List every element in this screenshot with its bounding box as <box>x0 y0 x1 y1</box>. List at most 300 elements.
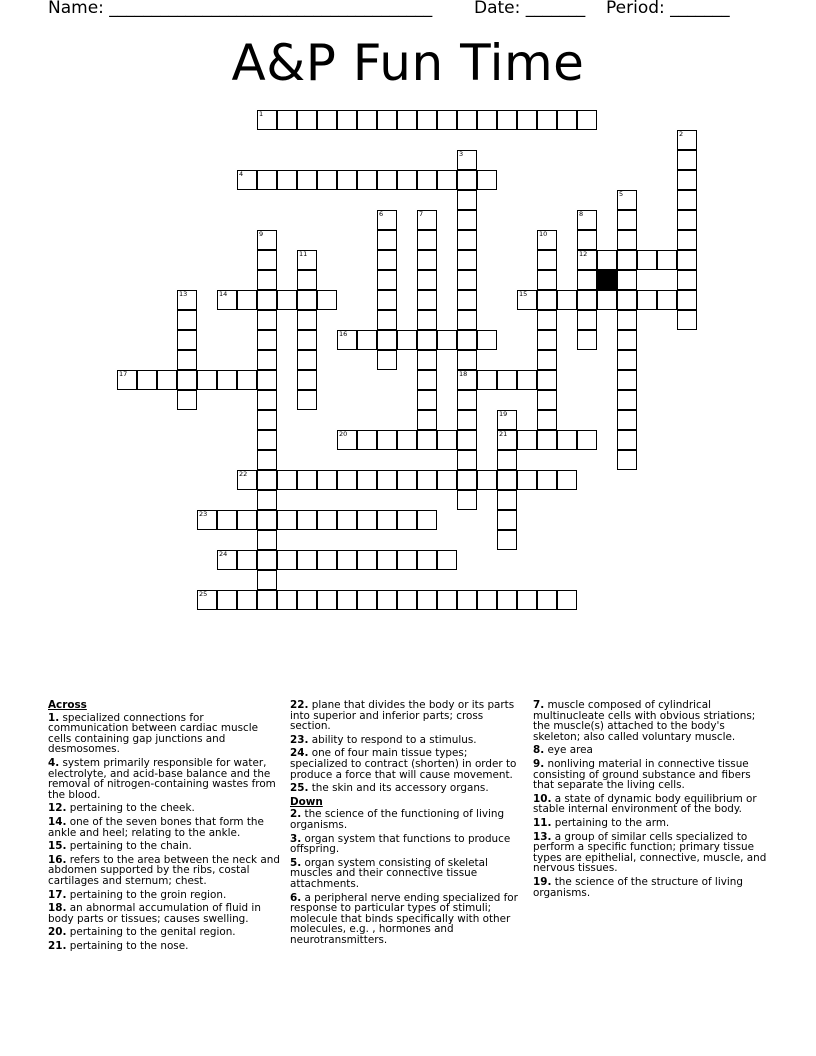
clue-text: a group of similar cells specialized to perform a specific function; primary tissue types are epithelial, connective, muscle, and nervous tissues. <box>533 830 767 875</box>
crossword-cell[interactable] <box>377 290 397 310</box>
crossword-cell[interactable] <box>297 350 317 370</box>
crossword-cell[interactable] <box>517 430 537 450</box>
crossword-cell[interactable] <box>457 430 477 450</box>
crossword-cell[interactable] <box>237 590 257 610</box>
clue-number: 8. <box>533 744 545 757</box>
clue-number: 17. <box>48 888 67 901</box>
crossword-cell[interactable] <box>497 590 517 610</box>
crossword-cell[interactable] <box>477 370 497 390</box>
crossword-cell[interactable] <box>457 450 477 470</box>
crossword-cell[interactable] <box>637 290 657 310</box>
crossword-cell[interactable] <box>177 310 197 330</box>
crossword-cell[interactable] <box>517 470 537 490</box>
crossword-cell[interactable] <box>597 290 617 310</box>
crossword-cell[interactable] <box>457 210 477 230</box>
crossword-cell[interactable] <box>377 330 397 350</box>
clue-item <box>48 713 280 755</box>
crossword-cell[interactable] <box>537 230 557 250</box>
crossword-cell[interactable] <box>297 270 317 290</box>
clue-item <box>48 817 280 838</box>
crossword-cell[interactable] <box>397 430 417 450</box>
clue-number-label: 16 <box>339 330 348 338</box>
crossword-cell[interactable] <box>257 290 277 310</box>
crossword-cell[interactable] <box>337 430 357 450</box>
crossword-cell[interactable] <box>577 330 597 350</box>
crossword-cell[interactable] <box>537 370 557 390</box>
crossword-cell[interactable] <box>217 510 237 530</box>
crossword-cell[interactable] <box>237 550 257 570</box>
crossword-cell[interactable] <box>517 290 537 310</box>
crossword-cell[interactable] <box>417 510 437 530</box>
crossword-cell[interactable] <box>377 170 397 190</box>
crossword-cell[interactable] <box>397 170 417 190</box>
crossword-cell[interactable] <box>397 550 417 570</box>
crossword-cell[interactable] <box>417 270 437 290</box>
crossword-cell[interactable] <box>397 330 417 350</box>
clue-number: 6. <box>290 891 302 904</box>
crossword-cell[interactable] <box>297 370 317 390</box>
crossword-cell[interactable] <box>177 350 197 370</box>
crossword-cell[interactable] <box>557 290 577 310</box>
crossword-cell[interactable] <box>437 430 457 450</box>
crossword-cell[interactable] <box>677 270 697 290</box>
crossword-cell[interactable] <box>457 490 477 510</box>
crossword-cell[interactable] <box>477 330 497 350</box>
clue-number-label: 10 <box>539 230 548 238</box>
clue-text: organ system that functions to produce offspring. <box>290 832 511 856</box>
crossword-cell[interactable] <box>377 210 397 230</box>
clue-number: 23. <box>290 733 309 746</box>
crossword-cell[interactable] <box>357 470 377 490</box>
crossword-cell[interactable] <box>377 310 397 330</box>
crossword-cell[interactable] <box>417 390 437 410</box>
crossword-cell[interactable] <box>357 170 377 190</box>
crossword-cell[interactable] <box>257 550 277 570</box>
crossword-cell[interactable] <box>417 350 437 370</box>
crossword-cell[interactable] <box>257 470 277 490</box>
crossword-cell[interactable] <box>377 250 397 270</box>
crossword-cell[interactable] <box>437 170 457 190</box>
crossword-cell[interactable] <box>197 370 217 390</box>
crossword-cell[interactable] <box>497 530 517 550</box>
crossword-cell[interactable] <box>497 410 517 430</box>
crossword-cell[interactable] <box>357 550 377 570</box>
crossword-cell[interactable] <box>677 130 697 150</box>
crossword-cell[interactable] <box>617 230 637 250</box>
crossword-cell[interactable] <box>317 510 337 530</box>
page-title: A&P Fun Time <box>231 34 585 92</box>
crossword-cell[interactable] <box>677 230 697 250</box>
crossword-cell[interactable] <box>617 190 637 210</box>
crossword-cell[interactable] <box>537 290 557 310</box>
crossword-cell[interactable] <box>377 350 397 370</box>
clues-column-1 <box>48 700 280 954</box>
crossword-cell[interactable] <box>417 550 437 570</box>
clue-number-label: 12 <box>579 250 588 258</box>
crossword-cell[interactable] <box>417 370 437 390</box>
crossword-cell[interactable] <box>617 210 637 230</box>
crossword-cell[interactable] <box>537 390 557 410</box>
clue-number-label: 2 <box>679 130 684 138</box>
crossword-cell[interactable] <box>617 290 637 310</box>
clue-number-label: 3 <box>459 150 464 158</box>
clue-text: ability to respond to a stimulus. <box>308 733 477 746</box>
crossword-cell[interactable] <box>257 310 277 330</box>
crossword-cell[interactable] <box>257 250 277 270</box>
crossword-cell[interactable] <box>357 330 377 350</box>
crossword-cell[interactable] <box>537 430 557 450</box>
crossword-cell[interactable] <box>437 110 457 130</box>
clue-text: pertaining to the nose. <box>66 939 189 952</box>
clue-text: one of the seven bones that form the ankle and heel; relating to the ankle. <box>48 815 264 839</box>
crossword-cell[interactable] <box>197 590 217 610</box>
clue-number: 21. <box>48 939 67 952</box>
crossword-cell[interactable] <box>577 310 597 330</box>
crossword-cell[interactable] <box>257 410 277 430</box>
crossword-cell[interactable] <box>277 470 297 490</box>
clue-item <box>533 877 769 898</box>
clue-number: 18. <box>48 902 67 915</box>
crossword-cell[interactable] <box>297 250 317 270</box>
crossword-cell[interactable] <box>257 270 277 290</box>
crossword-cell[interactable] <box>417 330 437 350</box>
clue-text: one of four main tissue types; specialized to contract (shorten) in order to produce a force that will cause movement. <box>290 747 517 781</box>
crossword-cell[interactable] <box>177 370 197 390</box>
crossword-cell[interactable] <box>477 590 497 610</box>
crossword-cell[interactable] <box>677 210 697 230</box>
crossword-cell[interactable] <box>357 510 377 530</box>
clue-number-label: 9 <box>259 230 264 238</box>
crossword-cell[interactable] <box>457 410 477 430</box>
crossword-cell[interactable] <box>337 470 357 490</box>
crossword-cell[interactable] <box>297 330 317 350</box>
crossword-cell[interactable] <box>537 330 557 350</box>
crossword-cell[interactable] <box>677 170 697 190</box>
crossword-cell[interactable] <box>657 290 677 310</box>
clue-number-label: 21 <box>499 430 508 438</box>
crossword-cell[interactable] <box>577 110 597 130</box>
crossword-cell[interactable] <box>317 470 337 490</box>
crossword-cell[interactable] <box>257 450 277 470</box>
crossword-cell[interactable] <box>377 470 397 490</box>
crossword-cell[interactable] <box>157 370 177 390</box>
crossword-cell[interactable] <box>497 450 517 470</box>
crossword-cell[interactable] <box>297 550 317 570</box>
crossword-cell[interactable] <box>577 290 597 310</box>
crossword-cell[interactable] <box>357 590 377 610</box>
crossword-cell[interactable] <box>457 330 477 350</box>
crossword-cell[interactable] <box>537 270 557 290</box>
clue-item <box>533 700 769 742</box>
crossword-cell[interactable] <box>297 390 317 410</box>
crossword-cell[interactable] <box>377 230 397 250</box>
crossword-cell[interactable] <box>237 510 257 530</box>
crossword-cell[interactable] <box>557 470 577 490</box>
name-field[interactable]: Name: ______________________________________ <box>48 0 433 18</box>
clue-number: 24. <box>290 747 309 760</box>
crossword-cell[interactable] <box>377 270 397 290</box>
clue-text: pertaining to the genital region. <box>66 926 236 939</box>
crossword-cell[interactable] <box>177 330 197 350</box>
crossword-cell[interactable] <box>397 110 417 130</box>
crossword-cell[interactable] <box>457 270 477 290</box>
crossword-cell[interactable] <box>337 510 357 530</box>
crossword-cell[interactable] <box>617 450 637 470</box>
crossword-cell[interactable] <box>457 470 477 490</box>
clue-number-label: 6 <box>379 210 384 218</box>
crossword-cell[interactable] <box>557 430 577 450</box>
clue-item <box>48 890 280 901</box>
crossword-cell[interactable] <box>277 550 297 570</box>
crossword-cell[interactable] <box>557 110 577 130</box>
crossword-cell[interactable] <box>497 370 517 390</box>
crossword-cell[interactable] <box>577 270 597 290</box>
crossword-cell[interactable] <box>557 590 577 610</box>
clue-number: 15. <box>48 840 67 853</box>
crossword-cell[interactable] <box>397 510 417 530</box>
crossword-cell[interactable] <box>477 470 497 490</box>
crossword-cell[interactable] <box>337 590 357 610</box>
crossword-cell[interactable] <box>637 250 657 270</box>
crossword-cell[interactable] <box>197 510 217 530</box>
crossword-cell[interactable] <box>337 550 357 570</box>
clue-item <box>48 803 280 814</box>
crossword-cell[interactable] <box>257 570 277 590</box>
crossword-cell[interactable] <box>457 250 477 270</box>
crossword-cell[interactable] <box>497 470 517 490</box>
clue-text: an abnormal accumulation of fluid in body parts or tissues; causes swelling. <box>48 902 261 925</box>
blocked-cell <box>597 270 617 290</box>
crossword-cell[interactable] <box>517 590 537 610</box>
crossword-cell[interactable] <box>617 270 637 290</box>
crossword-cell[interactable] <box>217 550 237 570</box>
crossword-cell[interactable] <box>537 350 557 370</box>
crossword-cell[interactable] <box>617 310 637 330</box>
crossword-cell[interactable] <box>417 590 437 610</box>
clue-text: eye area <box>544 744 593 757</box>
crossword-cell[interactable] <box>317 110 337 130</box>
crossword-cell[interactable] <box>457 170 477 190</box>
crossword-cell[interactable] <box>537 470 557 490</box>
crossword-cell[interactable] <box>297 310 317 330</box>
clue-number: 12. <box>48 802 67 815</box>
clue-item <box>290 809 526 830</box>
clue-item <box>533 759 769 791</box>
crossword-cell[interactable] <box>257 390 277 410</box>
down-heading: Down <box>290 795 323 808</box>
crossword-cell[interactable] <box>577 250 597 270</box>
crossword-cell[interactable] <box>457 110 477 130</box>
crossword-cell[interactable] <box>377 510 397 530</box>
crossword-cell[interactable] <box>397 590 417 610</box>
crossword-cell[interactable] <box>537 410 557 430</box>
clue-number: 20. <box>48 926 67 939</box>
crossword-cell[interactable] <box>297 510 317 530</box>
clue-number-label: 25 <box>199 590 208 598</box>
crossword-cell[interactable] <box>437 590 457 610</box>
clue-number-label: 1 <box>259 110 264 118</box>
crossword-cell[interactable] <box>277 170 297 190</box>
crossword-cell[interactable] <box>617 350 637 370</box>
crossword-cell[interactable] <box>257 430 277 450</box>
crossword-cell[interactable] <box>377 110 397 130</box>
crossword-cell[interactable] <box>617 250 637 270</box>
crossword-cell[interactable] <box>677 190 697 210</box>
crossword-cell[interactable] <box>537 310 557 330</box>
crossword-cell[interactable] <box>677 310 697 330</box>
crossword-cell[interactable] <box>457 150 477 170</box>
crossword-cell[interactable] <box>237 470 257 490</box>
crossword-cell[interactable] <box>497 510 517 530</box>
clue-number: 4. <box>48 756 60 769</box>
crossword-cell[interactable] <box>357 430 377 450</box>
crossword-cell[interactable] <box>297 470 317 490</box>
crossword-cell[interactable] <box>537 590 557 610</box>
crossword-cell[interactable] <box>257 590 277 610</box>
crossword-cell[interactable] <box>257 110 277 130</box>
clue-text: specialized connections for communication between cardiac muscle cells containing gap junctions and desmosomes. <box>48 711 259 756</box>
crossword-cell[interactable] <box>617 330 637 350</box>
crossword-cell[interactable] <box>417 310 437 330</box>
clues-column-2 <box>290 700 526 948</box>
clue-item <box>48 927 280 938</box>
crossword-cell[interactable] <box>597 250 617 270</box>
crossword-cell[interactable] <box>457 350 477 370</box>
period-field[interactable]: Period: _______ <box>606 0 730 18</box>
crossword-cell[interactable] <box>437 470 457 490</box>
crossword-cell[interactable] <box>277 110 297 130</box>
crossword-cell[interactable] <box>417 250 437 270</box>
crossword-cell[interactable] <box>217 370 237 390</box>
crossword-cell[interactable] <box>257 510 277 530</box>
crossword-cell[interactable] <box>417 430 437 450</box>
crossword-cell[interactable] <box>257 330 277 350</box>
crossword-cell[interactable] <box>337 170 357 190</box>
crossword-cell[interactable] <box>257 230 277 250</box>
crossword-cell[interactable] <box>417 470 437 490</box>
crossword-cell[interactable] <box>237 370 257 390</box>
clue-number: 7. <box>533 699 545 711</box>
crossword-cell[interactable] <box>457 310 477 330</box>
crossword-cell[interactable] <box>677 290 697 310</box>
crossword-cell[interactable] <box>417 210 437 230</box>
crossword-cell[interactable] <box>177 290 197 310</box>
crossword-cell[interactable] <box>277 590 297 610</box>
crossword-cell[interactable] <box>477 170 497 190</box>
crossword-cell[interactable] <box>177 390 197 410</box>
crossword-cell[interactable] <box>337 110 357 130</box>
crossword-cell[interactable] <box>297 170 317 190</box>
crossword-cell[interactable] <box>297 290 317 310</box>
crossword-cell[interactable] <box>417 170 437 190</box>
crossword-cell[interactable] <box>517 110 537 130</box>
clue-number-label: 7 <box>419 210 424 218</box>
crossword-cell[interactable] <box>617 370 637 390</box>
crossword-cell[interactable] <box>497 110 517 130</box>
crossword-cell[interactable] <box>317 550 337 570</box>
crossword-cell[interactable] <box>277 510 297 530</box>
crossword-cell[interactable] <box>537 110 557 130</box>
crossword-cell[interactable] <box>337 330 357 350</box>
clue-number: 3. <box>290 832 302 845</box>
crossword-cell[interactable] <box>517 370 537 390</box>
crossword-cell[interactable] <box>377 550 397 570</box>
crossword-cell[interactable] <box>617 410 637 430</box>
clue-number: 19. <box>533 875 552 888</box>
crossword-cell[interactable] <box>217 590 237 610</box>
crossword-cell[interactable] <box>217 290 237 310</box>
crossword-cell[interactable] <box>377 590 397 610</box>
crossword-cell[interactable] <box>117 370 137 390</box>
crossword-cell[interactable] <box>417 290 437 310</box>
crossword-cell[interactable] <box>577 230 597 250</box>
crossword-cell[interactable] <box>257 530 277 550</box>
crossword-cell[interactable] <box>317 290 337 310</box>
crossword-cell[interactable] <box>257 370 277 390</box>
crossword-cell[interactable] <box>617 430 637 450</box>
crossword-cell[interactable] <box>577 430 597 450</box>
crossword-cell[interactable] <box>317 170 337 190</box>
crossword-cell[interactable] <box>457 230 477 250</box>
crossword-cell[interactable] <box>457 590 477 610</box>
clue-text: pertaining to the chain. <box>66 840 192 853</box>
crossword-cell[interactable] <box>297 590 317 610</box>
crossword-cell[interactable] <box>457 190 477 210</box>
crossword-cell[interactable] <box>257 350 277 370</box>
crossword-cell[interactable] <box>677 150 697 170</box>
crossword-cell[interactable] <box>577 210 597 230</box>
crossword-cell[interactable] <box>417 410 437 430</box>
clue-item <box>48 855 280 887</box>
crossword-cell[interactable] <box>457 290 477 310</box>
crossword-cell[interactable] <box>137 370 157 390</box>
crossword-cell[interactable] <box>477 110 497 130</box>
crossword-cell[interactable] <box>677 250 697 270</box>
crossword-cell[interactable] <box>417 110 437 130</box>
clue-item <box>290 858 526 890</box>
crossword-cell[interactable] <box>417 230 437 250</box>
crossword-cell[interactable] <box>257 490 277 510</box>
crossword-cell[interactable] <box>257 170 277 190</box>
crossword-cell[interactable] <box>297 110 317 130</box>
crossword-cell[interactable] <box>617 390 637 410</box>
crossword-cell[interactable] <box>497 430 517 450</box>
clue-text: plane that divides the body or its parts into superior and inferior parts; cross section. <box>290 699 515 733</box>
clue-item <box>48 941 280 952</box>
date-field[interactable]: Date: _______ <box>474 0 586 18</box>
crossword-cell[interactable] <box>237 290 257 310</box>
crossword-cell[interactable] <box>277 290 297 310</box>
clue-text: the science of the structure of living organisms. <box>533 875 743 899</box>
crossword-cell[interactable] <box>397 470 417 490</box>
crossword-cell[interactable] <box>437 330 457 350</box>
crossword-cell[interactable] <box>657 250 677 270</box>
crossword-cell[interactable] <box>537 250 557 270</box>
clue-number-label: 15 <box>519 290 528 298</box>
crossword-cell[interactable] <box>357 110 377 130</box>
crossword-cell[interactable] <box>377 430 397 450</box>
clue-text: muscle composed of cylindrical multinucleate cells with obvious striations; the muscle(s) attached to the body's skeleton; also called voluntary muscle. <box>533 699 756 743</box>
clue-item <box>533 745 769 756</box>
crossword-cell[interactable] <box>457 390 477 410</box>
crossword-cell[interactable] <box>457 370 477 390</box>
crossword-cell[interactable] <box>437 550 457 570</box>
crossword-cell[interactable] <box>317 590 337 610</box>
crossword-cell[interactable] <box>497 490 517 510</box>
clue-text: the science of the functioning of living organisms. <box>290 808 505 831</box>
crossword-cell[interactable] <box>237 170 257 190</box>
clue-item <box>48 841 280 852</box>
